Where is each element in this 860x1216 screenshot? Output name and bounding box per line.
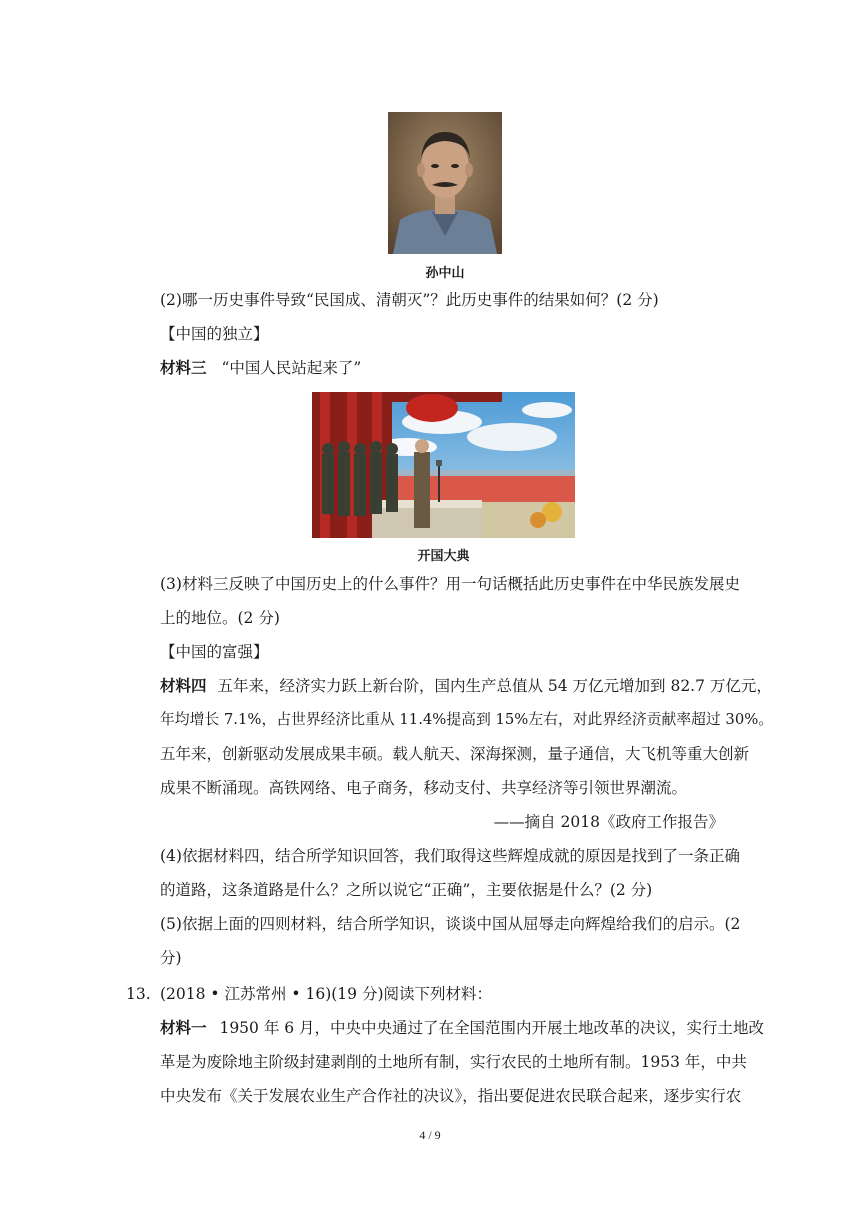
material-4-line3: 五年来，创新驱动发展成果丰硕。载人航天、深海探测，量子通信，大飞机等重大创新 <box>160 745 750 763</box>
question-4-line2: 的道路，这条道路是什么？之所以说它“正确”，主要依据是什么？(2 分) <box>160 881 653 899</box>
question-13-header: (2018 • 江苏常州 • 16)(19 分)阅读下列材料： <box>160 985 493 1003</box>
material-3 <box>160 358 361 378</box>
question-4-line1: (4)依据材料四，结合所学知识回答，我们取得这些辉煌成就的原因是找到了一条正确 <box>160 847 740 865</box>
material-1-line2: 革是为废除地主阶级封建剥削的土地所有制，实行农民的土地所有制。1953 年，中共 <box>160 1053 747 1071</box>
question-5-line1: (5)依据上面的四则材料，结合所学知识，谈谈中国从屈辱走向辉煌给我们的启示。(2 <box>160 915 741 933</box>
portrait-caption: 孙中山 <box>425 266 465 281</box>
material-4-line1 <box>160 676 772 696</box>
question-13-number: 13. <box>126 985 151 1003</box>
material-4-source: ——摘自 2018《政府工作报告》 <box>493 813 724 831</box>
material-4-label: 材料四 <box>160 676 207 695</box>
material-3-label: 材料三 <box>160 358 207 377</box>
founding-ceremony-painting <box>312 392 575 538</box>
material-3-text: “中国人民站起来了” <box>221 359 362 377</box>
question-2: (2)哪一历史事件导致“民国成、清朝灭”？此历史事件的结果如何？(2 分) <box>160 291 659 309</box>
material-1-text: 1950 年 6 月，中央中央通过了在全国范围内开展土地改革的决议，实行土地改 <box>219 1019 765 1037</box>
ceremony-caption: 开国大典 <box>417 549 470 564</box>
material-1-label: 材料一 <box>160 1018 207 1037</box>
question-3-line2: 上的地位。(2 分) <box>160 609 280 627</box>
section-heading-independence: 【中国的独立】 <box>160 325 269 343</box>
sun-yatsen-portrait <box>388 112 502 254</box>
question-5-line2: 分) <box>160 949 182 967</box>
question-3-line1: (3)材料三反映了中国历史上的什么事件？用一句话概括此历史事件在中华民族发展史 <box>160 575 740 593</box>
material-4-line2: 年均增长 7.1%，占世界经济比重从 11.4%提高到 15%左右，对此界经济贡献率超过 30%。 <box>160 711 774 728</box>
material-1-line3: 中央发布《关于发展农业生产合作社的决议》，指出要促进农民联合起来，逐步实行农 <box>160 1087 742 1105</box>
material-1-line1 <box>160 1018 764 1038</box>
page-number: 4 / 9 <box>419 1128 441 1142</box>
section-heading-prosperity: 【中国的富强】 <box>160 643 269 661</box>
material-4-line4: 成果不断涌现。高铁网络、电子商务，移动支付、共享经济等引领世界潮流。 <box>160 779 688 797</box>
material-4-text: 五年来，经济实力跃上新台阶，国内生产总值从 54 万亿元增加到 82.7 万亿元， <box>217 677 772 695</box>
